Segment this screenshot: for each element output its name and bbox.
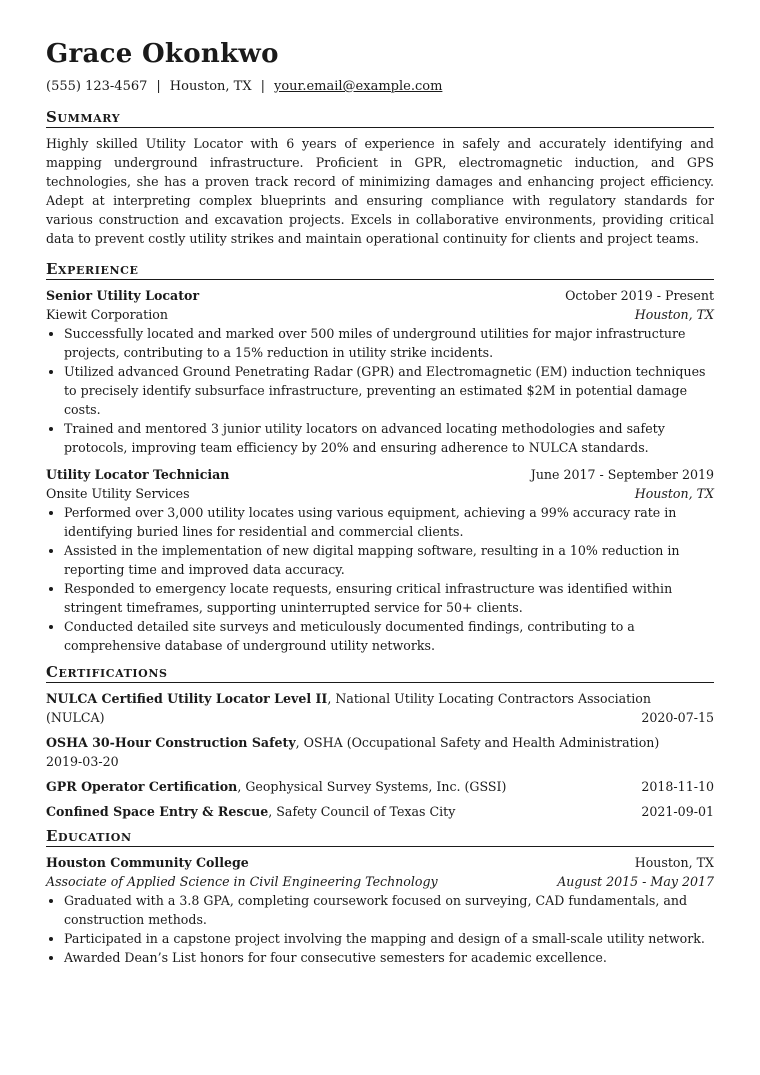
section-title-education: Education xyxy=(46,827,714,847)
section-title-certifications: Certifications xyxy=(46,663,714,683)
education-dates: August 2015 - May 2017 xyxy=(557,874,714,889)
summary-text: Highly skilled Utility Locator with 6 years of experience in safely and accurately identifying and mapping underground infrastructure. Proficient in GPR, electromagnetic induction, and GPS technologies, she has a proven track record of minimizing damages and enhancing project efficiency. Adept at interpreting complex blueprints and ensuring compliance with regulatory standards for various construction and excavation projects. Excels in collaborative environments, providing critical data to prevent costly utility strikes and maintain operational continuity for clients and project teams. xyxy=(46,136,714,246)
cert-date: 2021-09-01 xyxy=(641,804,714,819)
bullet-item: • Participated in a capstone project involving the mapping and design of a small-scale utility network. xyxy=(64,929,714,948)
cert-issuer: , National Utility Locating Contractors Association xyxy=(327,691,651,706)
contact-separator: | xyxy=(260,79,265,94)
phone: (555) 123-4567 xyxy=(46,79,148,94)
job-role: Utility Locator Technician xyxy=(46,467,230,482)
cert-date: 2020-07-15 xyxy=(641,710,714,725)
job-company: Onsite Utility Services xyxy=(46,486,190,501)
bullet-item: • Successfully located and marked over 500 miles of underground utilities for major infrastructure projects, contributing to a 15% reduction in utility strike incidents. xyxy=(64,324,714,362)
bullet-item: • Responded to emergency locate requests, ensuring critical infrastructure was identified within stringent timeframes, supporting uninterrupted service for 50+ clients. xyxy=(64,579,714,617)
job-company: Kiewit Corporation xyxy=(46,307,168,322)
contact-separator: | xyxy=(156,79,161,94)
job-bullets xyxy=(46,324,714,457)
cert-name: GPR Operator Certification xyxy=(46,779,238,794)
job-role: Senior Utility Locator xyxy=(46,288,200,303)
job-entry xyxy=(46,465,714,655)
degree: Associate of Applied Science in Civil Engineering Technology xyxy=(46,874,438,889)
cert-name: NULCA Certified Utility Locator Level II xyxy=(46,691,328,706)
school-location: Houston, TX xyxy=(634,855,714,870)
cert-issuer-cont: (NULCA) xyxy=(46,710,105,725)
job-dates: June 2017 - September 2019 xyxy=(530,467,714,482)
cert-date: 2018-11-10 xyxy=(641,779,714,794)
cert-issuer: , Geophysical Survey Systems, Inc. (GSSI) xyxy=(237,779,507,794)
job-location: Houston, TX xyxy=(634,307,714,322)
cert-name: OSHA 30-Hour Construction Safety xyxy=(46,735,296,750)
certification-entry xyxy=(46,777,714,796)
contact-line xyxy=(46,78,714,96)
resume-page xyxy=(46,38,714,967)
job-dates: October 2019 - Present xyxy=(565,288,714,303)
bullet-item: • Utilized advanced Ground Penetrating Radar (GPR) and Electromagnetic (EM) induction techniques to precisely identify subsurface infrastructure, preventing an estimated $2M in potential damage costs. xyxy=(64,362,714,419)
education-bullets xyxy=(46,891,714,967)
section-title-summary: Summary xyxy=(46,108,714,128)
cert-issuer: , Safety Council of Texas City xyxy=(268,804,456,819)
experience-section xyxy=(46,260,714,655)
email-link[interactable]: your.email@example.com xyxy=(274,79,443,94)
summary-section xyxy=(46,108,714,248)
job-bullets xyxy=(46,503,714,655)
certification-entry xyxy=(46,689,714,727)
job-location: Houston, TX xyxy=(634,486,714,501)
cert-issuer: , OSHA (Occupational Safety and Health Administration) xyxy=(295,735,660,750)
certification-entry xyxy=(46,802,714,821)
bullet-item: • Conducted detailed site surveys and meticulously documented findings, contributing to a comprehensive database of underground utility networks. xyxy=(64,617,714,655)
bullet-item: • Performed over 3,000 utility locates using various equipment, achieving a 99% accuracy rate in identifying buried lines for residential and commercial clients. xyxy=(64,503,714,541)
bullet-item: • Trained and mentored 3 junior utility locators on advanced locating methodologies and safety protocols, improving team efficiency by 20% and ensuring adherence to NULCA standards. xyxy=(64,419,714,457)
education-section xyxy=(46,827,714,967)
certification-entry xyxy=(46,733,714,771)
cert-name: Confined Space Entry & Rescue xyxy=(46,804,269,819)
school-name: Houston Community College xyxy=(46,855,249,870)
section-title-experience: Experience xyxy=(46,260,714,280)
bullet-item: • Graduated with a 3.8 GPA, completing coursework focused on surveying, CAD fundamentals, and construction methods. xyxy=(64,891,714,929)
bullet-item: • Assisted in the implementation of new digital mapping software, resulting in a 10% reduction in reporting time and improved data accuracy. xyxy=(64,541,714,579)
location: Houston, TX xyxy=(169,79,252,94)
candidate-name: Grace Okonkwo xyxy=(46,39,279,69)
bullet-item: • Awarded Dean’s List honors for four consecutive semesters for academic excellence. xyxy=(64,948,714,967)
job-entry xyxy=(46,286,714,457)
cert-date: 2019-03-20 xyxy=(46,754,119,769)
certifications-section xyxy=(46,663,714,821)
